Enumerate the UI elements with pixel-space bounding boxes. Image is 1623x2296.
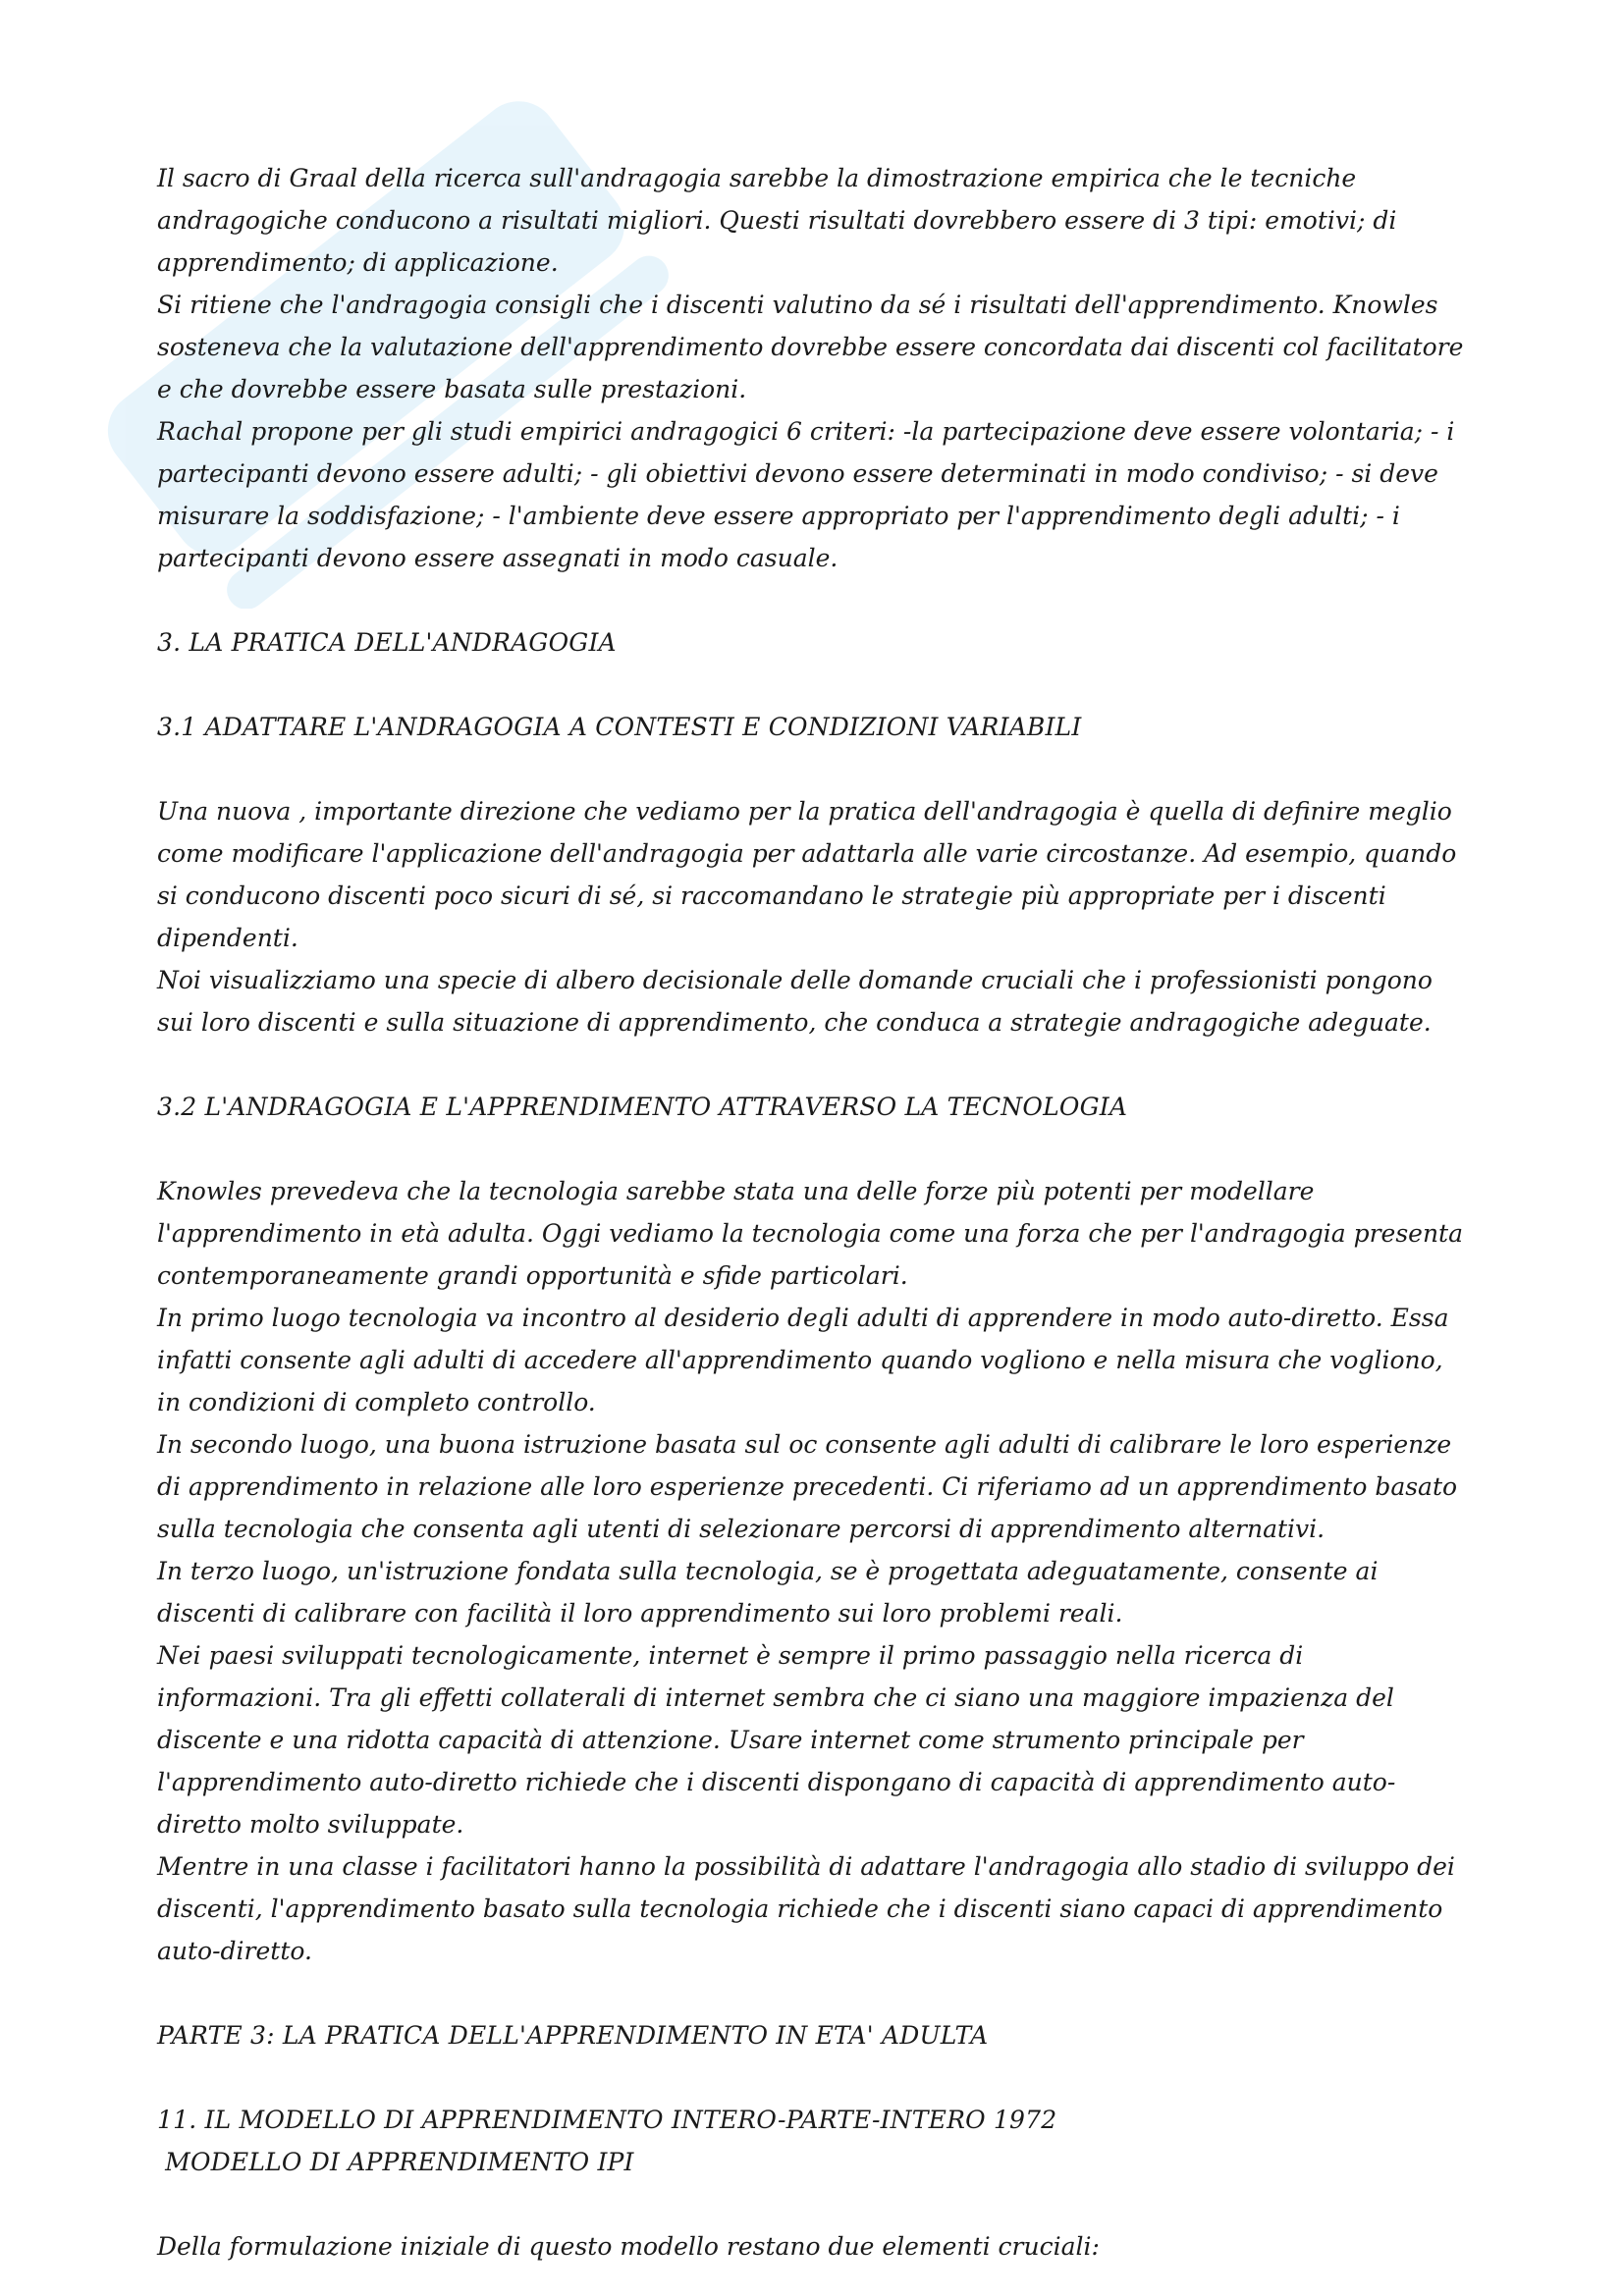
paragraph-classe-facilitatori: Mentre in una classe i facilitatori hanno la possibilità di adattare l'andragogia allo stadio di sviluppo dei discenti, l'apprendimento basato sulla tecnologia richiede che i discenti siano capaci di apprendimento auto-diretto.: [157, 1852, 1455, 1965]
part-heading-3: PARTE 3: LA PRATICA DELL'APPRENDIMENTO IN ETA' ADULTA: [157, 2021, 989, 2050]
paragraph-nuova-direzione: Una nuova , importante direzione che vediamo per la pratica dell'andragogia è quella di definire meglio come modificare l'applicazione dell'andragogia per adattarla alle varie circostanze. Ad esempio, quando si conducono discenti poco sicuri di sé, si raccomandano le strategie più appropriate per i discenti dipendenti.: [157, 797, 1457, 952]
paragraph-internet: Nei paesi sviluppati tecnologicamente, internet è sempre il primo passaggio nella ricerca di informazioni. Tra gli effetti collaterali di internet sembra che ci siano una maggiore impazienza del discente e una ridotta capacità di attenzione. Usare internet come strumento principale per l'apprendimento auto-diretto richiede che i discenti dispongano di capacità di apprendimento auto-diretto molto sviluppate.: [157, 1641, 1396, 1839]
chapter-heading-11: 11. IL MODELLO DI APPRENDIMENTO INTERO-PARTE-INTERO 1972: [157, 2106, 1057, 2134]
paragraph-secondo-luogo: In secondo luogo, una buona istruzione basata sul oc consente agli adulti di calibrare le loro esperienze di apprendimento in relazione alle loro esperienze precedenti. Ci riferiamo ad un apprendimento basato sulla tecnologia che consenta agli utenti di selezionare percorsi di apprendimento alternativi.: [157, 1430, 1458, 1543]
paragraph-formulazione-iniziale: Della formulazione iniziale di questo modello restano due elementi cruciali:: [157, 2232, 1100, 2261]
document-page: [157, 157, 1473, 2268]
paragraph-albero-decisionale: Noi visualizziamo una specie di albero decisionale delle domande cruciali che i professionisti pongono sui loro discenti e sulla situazione di apprendimento, che conduca a strategie andragogiche adeguate.: [157, 966, 1433, 1037]
paragraph-terzo-luogo: In terzo luogo, un'istruzione fondata sulla tecnologia, se è progettata adeguatamente, consente ai discenti di calibrare con facilità il loro apprendimento sui loro problemi reali.: [157, 1557, 1379, 1628]
paragraph-primo-luogo: In primo luogo tecnologia va incontro al desiderio degli adulti di apprendere in modo auto-diretto. Essa infatti consente agli adulti di accedere all'apprendimento quando vogliono e nella misura che vogliono, in condizioni di completo controllo.: [157, 1304, 1449, 1416]
chapter-subheading-ipi: MODELLO DI APPRENDIMENTO IPI: [157, 2148, 634, 2176]
section-heading-3-1: 3.1 ADATTARE L'ANDRAGOGIA A CONTESTI E CONDIZIONI VARIABILI: [157, 713, 1082, 741]
section-heading-3: 3. LA PRATICA DELL'ANDRAGOGIA: [157, 628, 617, 657]
paragraph-knowles-tecnologia: Knowles prevedeva che la tecnologia sarebbe stata una delle forze più potenti per modellare l'apprendimento in età adulta. Oggi vediamo la tecnologia come una forza che per l'andragogia presenta contemporaneamente grandi opportunità e sfide particolari.: [157, 1177, 1464, 1290]
paragraph-rachal: Rachal propone per gli studi empirici andragogici 6 criteri: -la partecipazione deve essere volontaria; - i partecipanti devono essere adulti; - gli obiettivi devono essere determinati in modo condiviso; - si deve misurare la soddisfazione; - l'ambiente deve essere appropriato per l'apprendimento degli adulti; - i partecipanti devono essere assegnati in modo casuale.: [157, 417, 1455, 572]
paragraph-graal: Il sacro di Graal della ricerca sull'andragogia sarebbe la dimostrazione empirica che le tecniche andragogiche conducono a risultati migliori. Questi risultati dovrebbero essere di 3 tipi: emotivi; di apprendimento; di applicazione.: [157, 164, 1397, 277]
paragraph-valutazione: Si ritiene che l'andragogia consigli che i discenti valutino da sé i risultati dell'apprendimento. Knowles sosteneva che la valutazione dell'apprendimento dovrebbe essere concordata dai discenti col facilitatore e che dovrebbe essere basata sulle prestazioni.: [157, 291, 1464, 403]
section-heading-3-2: 3.2 L'ANDRAGOGIA E L'APPRENDIMENTO ATTRAVERSO LA TECNOLOGIA: [157, 1093, 1128, 1121]
